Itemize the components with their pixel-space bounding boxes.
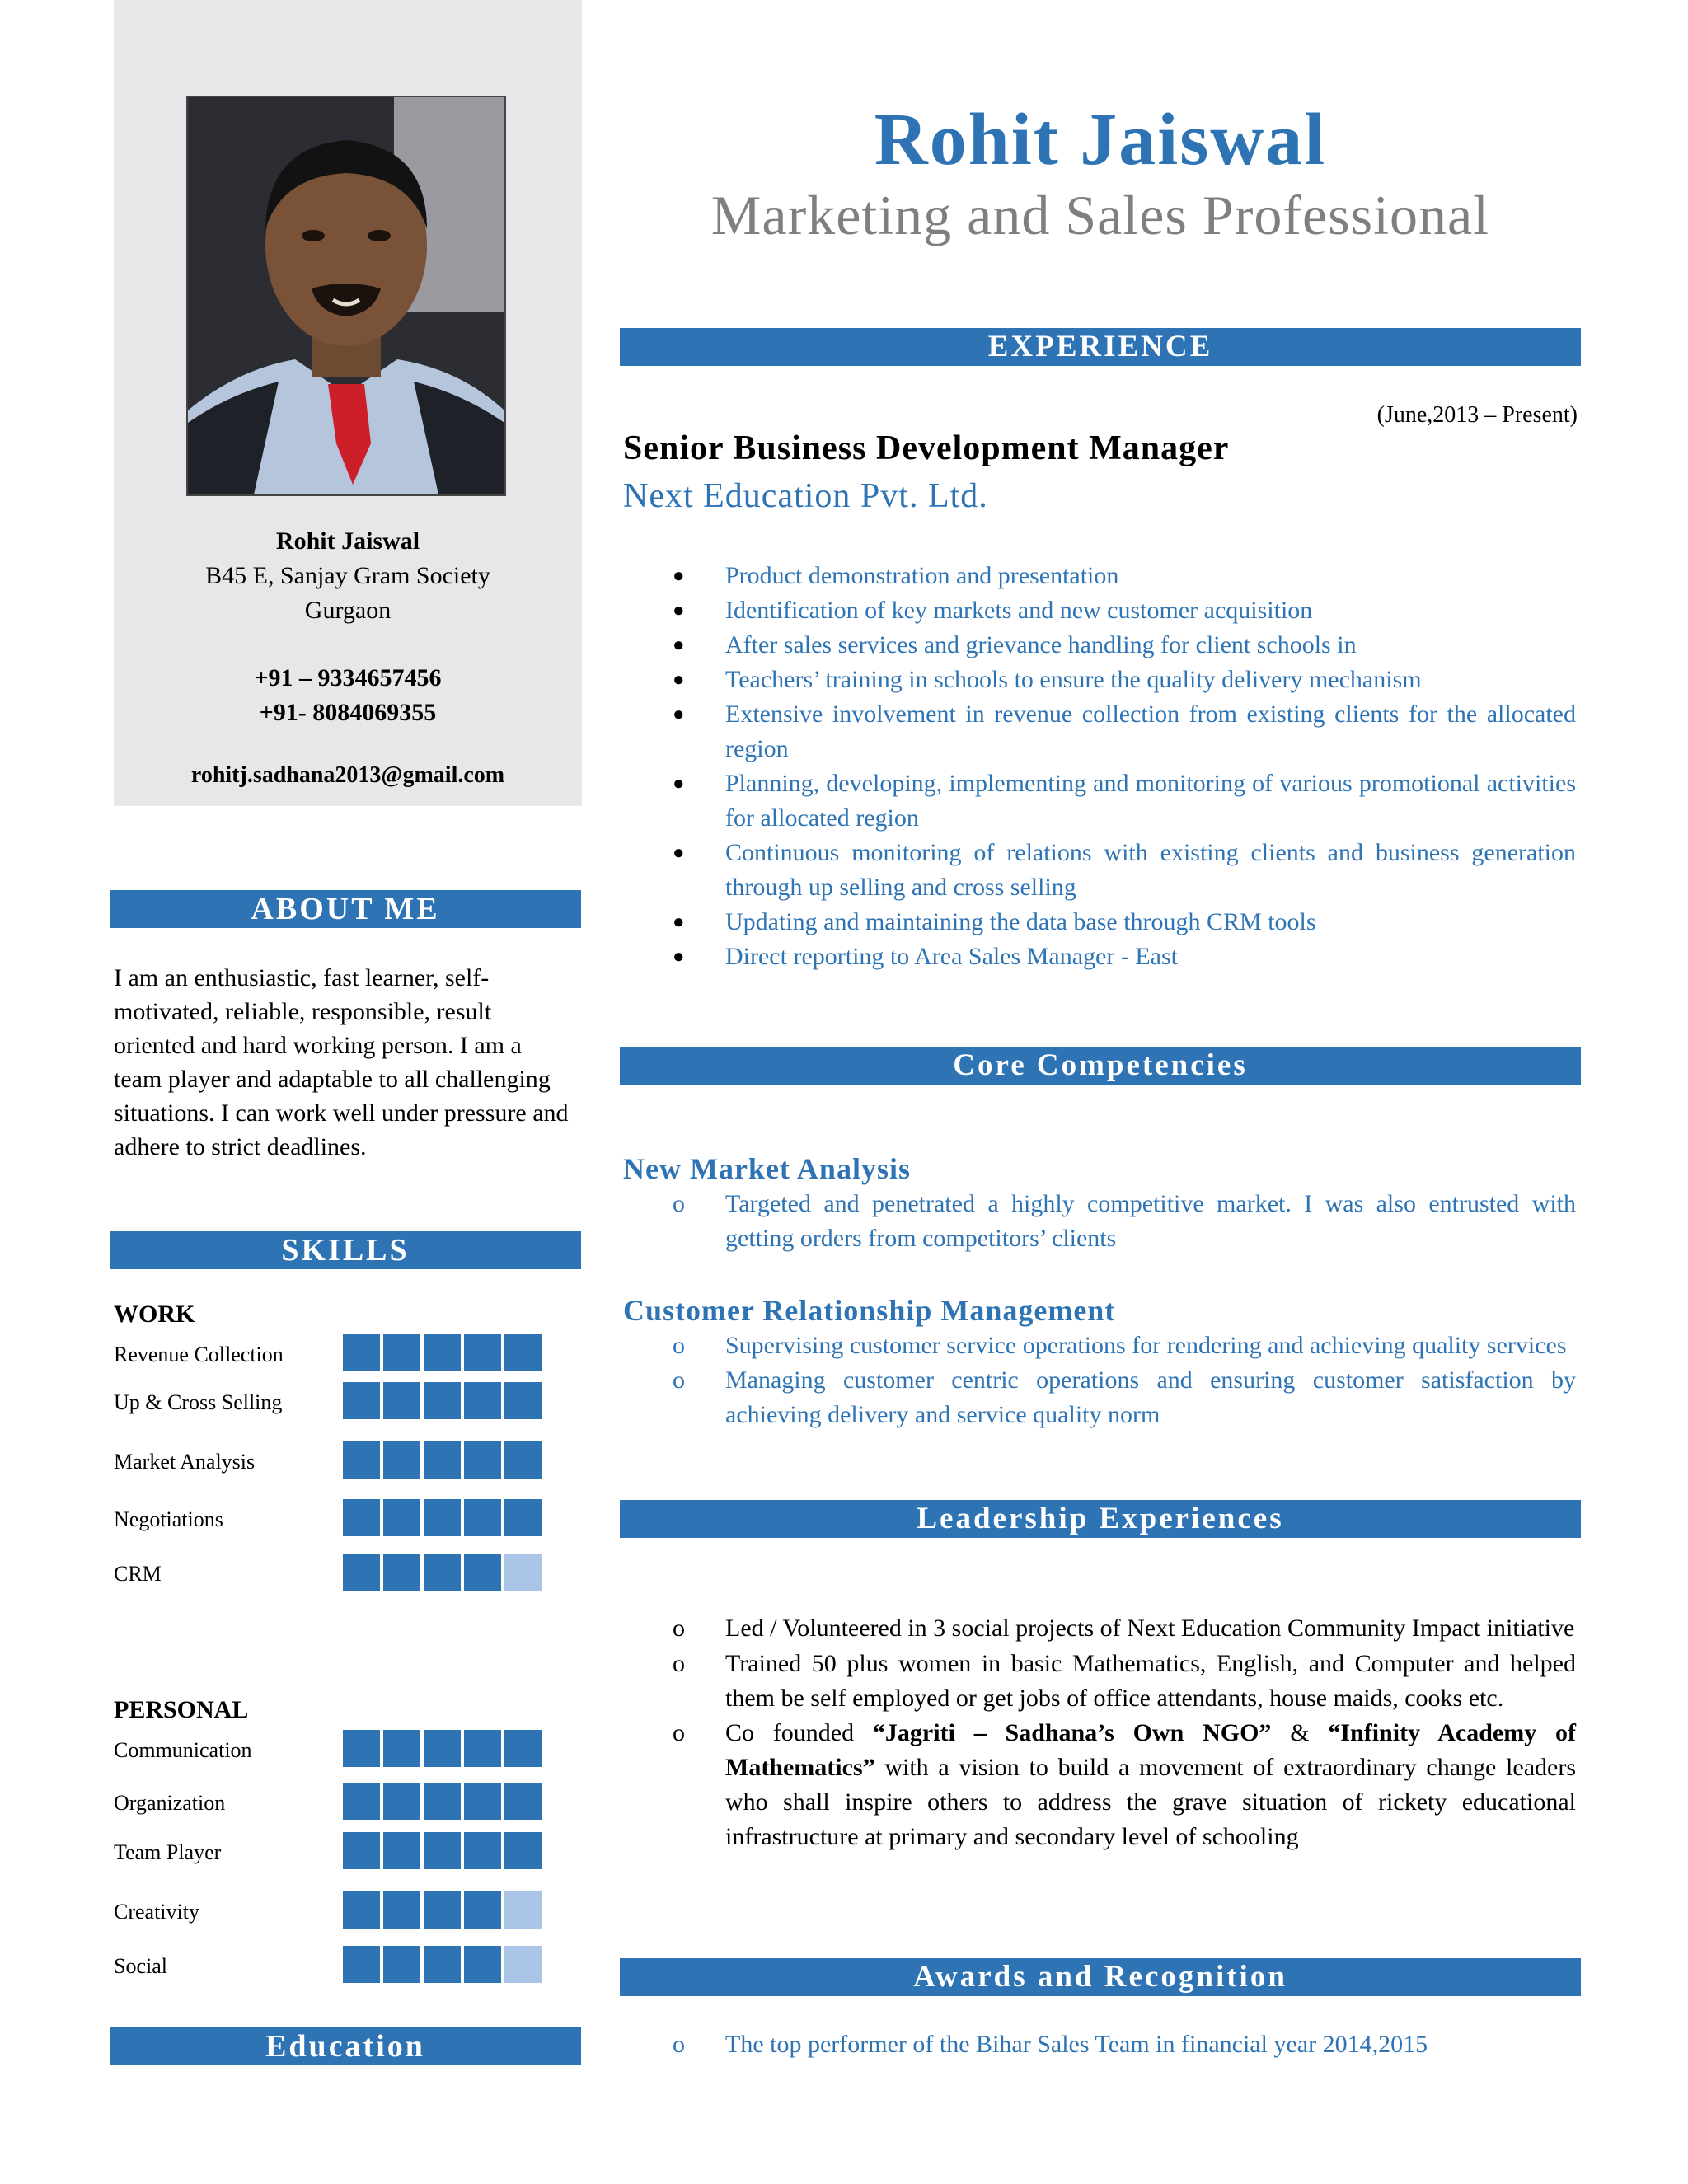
skill-box-filled	[383, 1946, 420, 1983]
skill-box-filled	[424, 1382, 461, 1419]
skill-box-filled	[464, 1946, 501, 1983]
skill-rating	[343, 1334, 542, 1371]
header-title: Marketing and Sales Professional	[710, 184, 1490, 246]
skill-box-filled	[464, 1441, 501, 1479]
circle-bullet-icon: o	[673, 2031, 685, 2058]
skill-row	[114, 1727, 575, 1774]
about-me-text: I am an enthusiastic, fast learner, self-motivated, reliable, responsible, result oriented and hard working person. I am a team player and adaptable to all challenging situations. I can work well under pressure and adhere to strict deadlines.	[114, 964, 569, 1160]
skill-box-filled	[383, 1554, 420, 1591]
profile-photo	[186, 96, 506, 496]
leadership-heading: Leadership Experiences	[620, 1500, 1581, 1538]
skill-box-filled	[383, 1730, 420, 1767]
skills-heading: SKILLS	[110, 1231, 581, 1269]
skill-label: Creativity	[114, 1900, 199, 1924]
skill-box-filled	[383, 1783, 420, 1820]
experience-bullet: ● Continuous monitoring of relations with existing clients and business generation through up selling and cross selling	[623, 836, 1576, 905]
circle-bullet-icon: o	[673, 1190, 685, 1217]
bullet-dot-icon: ●	[673, 669, 685, 691]
skill-box-filled	[424, 1334, 461, 1371]
competency-group	[623, 1151, 1576, 1256]
skill-row	[114, 1780, 575, 1826]
skill-box-filled	[504, 1730, 542, 1767]
work-skills-heading: WORK	[114, 1301, 195, 1328]
skill-row	[114, 1332, 575, 1378]
circle-bullet-icon: o	[673, 1615, 685, 1642]
circle-bullet-icon: o	[673, 1332, 685, 1359]
experience-bullet: ● Updating and maintaining the data base through CRM tools	[623, 905, 1576, 940]
skill-box-filled	[343, 1891, 380, 1929]
experience-bullet: ● Identification of key markets and new customer acquisition	[623, 593, 1576, 628]
bullet-dot-icon: ●	[673, 565, 685, 587]
circle-bullet-icon: o	[673, 1719, 685, 1746]
skill-row	[114, 1551, 575, 1597]
experience-bullet: ● Extensive involvement in revenue collection from existing clients for the allocated region	[623, 697, 1576, 766]
experience-bullet: ● Product demonstration and presentation	[623, 559, 1576, 593]
awards-heading: Awards and Recognition	[620, 1958, 1581, 1996]
skill-label: Social	[114, 1954, 167, 1978]
skill-box-filled	[464, 1382, 501, 1419]
skill-row	[114, 1943, 575, 1990]
skill-box-filled	[383, 1832, 420, 1869]
skill-box-filled	[343, 1946, 380, 1983]
skill-box-filled	[504, 1783, 542, 1820]
skill-box-filled	[464, 1334, 501, 1371]
experience-bullets	[623, 559, 1576, 974]
core-competencies-heading: Core Competencies	[620, 1047, 1581, 1085]
competency-item: o Supervising customer service operations for rendering and achieving quality services	[623, 1329, 1576, 1363]
skill-box-empty	[504, 1891, 542, 1929]
company-name: Next Education Pvt. Ltd.	[623, 477, 988, 515]
experience-bullet: ● Direct reporting to Area Sales Manager - East	[623, 940, 1576, 974]
experience-bullet: ● After sales services and grievance handling for client schools in	[623, 628, 1576, 663]
skill-box-filled	[464, 1554, 501, 1591]
skill-row	[114, 1497, 575, 1543]
experience-dates: (June,2013 – Present)	[1376, 402, 1578, 428]
experience-bullet: ● Planning, developing, implementing and monitoring of various promotional activities for allocated region	[623, 766, 1576, 836]
skill-row	[114, 1889, 575, 1935]
skill-box-filled	[424, 1891, 461, 1929]
skill-rating	[343, 1832, 542, 1869]
skill-label: Market Analysis	[114, 1450, 256, 1474]
skill-rating	[343, 1891, 542, 1929]
skill-box-filled	[464, 1832, 501, 1869]
skill-box-filled	[343, 1783, 380, 1820]
skill-rating	[343, 1441, 542, 1479]
skill-box-filled	[504, 1334, 542, 1371]
skill-box-filled	[383, 1891, 420, 1929]
skill-box-filled	[424, 1554, 461, 1591]
skill-rating	[343, 1554, 542, 1591]
bullet-dot-icon: ●	[673, 773, 685, 794]
skill-box-filled	[504, 1441, 542, 1479]
skill-box-filled	[343, 1832, 380, 1869]
job-role: Senior Business Development Manager	[623, 429, 1230, 467]
header-name: Rohit Jaiswal	[874, 99, 1327, 180]
skill-label: CRM	[114, 1562, 162, 1586]
skill-box-filled	[383, 1382, 420, 1419]
skill-row	[114, 1830, 575, 1876]
skill-label: Organization	[114, 1791, 226, 1815]
skill-box-filled	[343, 1382, 380, 1419]
skill-box-filled	[424, 1832, 461, 1869]
bullet-dot-icon: ●	[673, 600, 685, 621]
competency-group	[623, 1292, 1576, 1432]
skill-box-filled	[504, 1382, 542, 1419]
experience-heading: EXPERIENCE	[620, 328, 1581, 366]
skill-box-filled	[464, 1891, 501, 1929]
skill-label: Team Player	[114, 1840, 222, 1864]
circle-bullet-icon: o	[673, 1366, 685, 1394]
skill-label: Negotiations	[114, 1507, 223, 1531]
awards-list	[623, 2027, 1576, 2062]
skill-rating	[343, 1382, 542, 1419]
phone-primary: +91 – 9334657456	[254, 664, 442, 691]
competency-title: New Market Analysis	[623, 1152, 911, 1185]
competency-item: o Managing customer centric operations and ensuring customer satisfaction by achieving delivery and service quality norm	[623, 1363, 1576, 1432]
skill-box-filled	[424, 1441, 461, 1479]
skill-box-filled	[424, 1499, 461, 1536]
leadership-list	[623, 1609, 1576, 1854]
skill-box-filled	[424, 1946, 461, 1983]
bullet-dot-icon: ●	[673, 946, 685, 968]
bullet-dot-icon: ●	[673, 912, 685, 933]
leadership-item-1: o Led / Volunteered in 3 social projects of Next Education Community Impact initiative	[623, 1609, 1576, 1648]
competency-item: o Targeted and penetrated a highly competitive market. I was also entrusted with getting orders from competitors’ clients	[623, 1187, 1576, 1256]
bullet-dot-icon: ●	[673, 635, 685, 656]
leadership-item-2: o Trained 50 plus women in basic Mathematics, English, and Computer and helped them be self employed or get jobs of office attendants, house maids, cooks etc.	[623, 1647, 1576, 1716]
skill-rating	[343, 1946, 542, 1983]
skill-label: Communication	[114, 1738, 252, 1762]
leadership-item-3: o Co founded “Jagriti – Sadhana’s Own NGO” & “Infinity Academy of Mathematics” with a vision to build a movement of extraordinary change leaders who shall inspire others to address the grave situation of rickety educational infrastructure at primary and secondary level of schooling	[623, 1716, 1576, 1854]
education-heading: Education	[110, 2027, 581, 2065]
skill-rating	[343, 1783, 542, 1820]
portrait-image	[188, 97, 504, 494]
award-item: o The top performer of the Bihar Sales Team in financial year 2014,2015	[623, 2027, 1576, 2062]
skill-box-filled	[424, 1730, 461, 1767]
email-address: rohitj.sadhana2013@gmail.com	[190, 762, 505, 788]
skill-box-filled	[464, 1730, 501, 1767]
skill-box-empty	[504, 1946, 542, 1983]
skill-box-filled	[343, 1554, 380, 1591]
skill-box-filled	[343, 1730, 380, 1767]
skill-box-filled	[424, 1783, 461, 1820]
skill-box-filled	[383, 1441, 420, 1479]
address-line-2: Gurgaon	[304, 597, 392, 624]
skill-box-filled	[383, 1334, 420, 1371]
skill-box-filled	[343, 1441, 380, 1479]
skill-label: Revenue Collection	[114, 1343, 284, 1366]
skill-label: Up & Cross Selling	[114, 1390, 283, 1414]
skill-box-filled	[343, 1334, 380, 1371]
skill-box-filled	[383, 1499, 420, 1536]
experience-bullet: ● Teachers’ training in schools to ensure the quality delivery mechanism	[623, 663, 1576, 697]
circle-bullet-icon: o	[673, 1650, 685, 1677]
bullet-dot-icon: ●	[673, 704, 685, 725]
skill-rating	[343, 1499, 542, 1536]
personal-skills-heading: PERSONAL	[114, 1696, 249, 1723]
phone-secondary: +91- 8084069355	[259, 699, 437, 726]
skill-rating	[343, 1730, 542, 1767]
competency-title: Customer Relationship Management	[623, 1294, 1116, 1327]
skill-box-filled	[343, 1499, 380, 1536]
skill-box-filled	[504, 1832, 542, 1869]
skill-row	[114, 1380, 575, 1426]
skill-box-filled	[504, 1499, 542, 1536]
skill-row	[114, 1439, 575, 1485]
contact-name: Rohit Jaiswal	[275, 527, 420, 555]
about-me-heading: ABOUT ME	[110, 890, 581, 928]
skill-box-filled	[464, 1499, 501, 1536]
skill-box-filled	[464, 1783, 501, 1820]
bullet-dot-icon: ●	[673, 842, 685, 864]
skill-box-empty	[504, 1554, 542, 1591]
address-line-1: B45 E, Sanjay Gram Society	[205, 562, 490, 589]
competencies-list	[623, 1151, 1576, 1432]
